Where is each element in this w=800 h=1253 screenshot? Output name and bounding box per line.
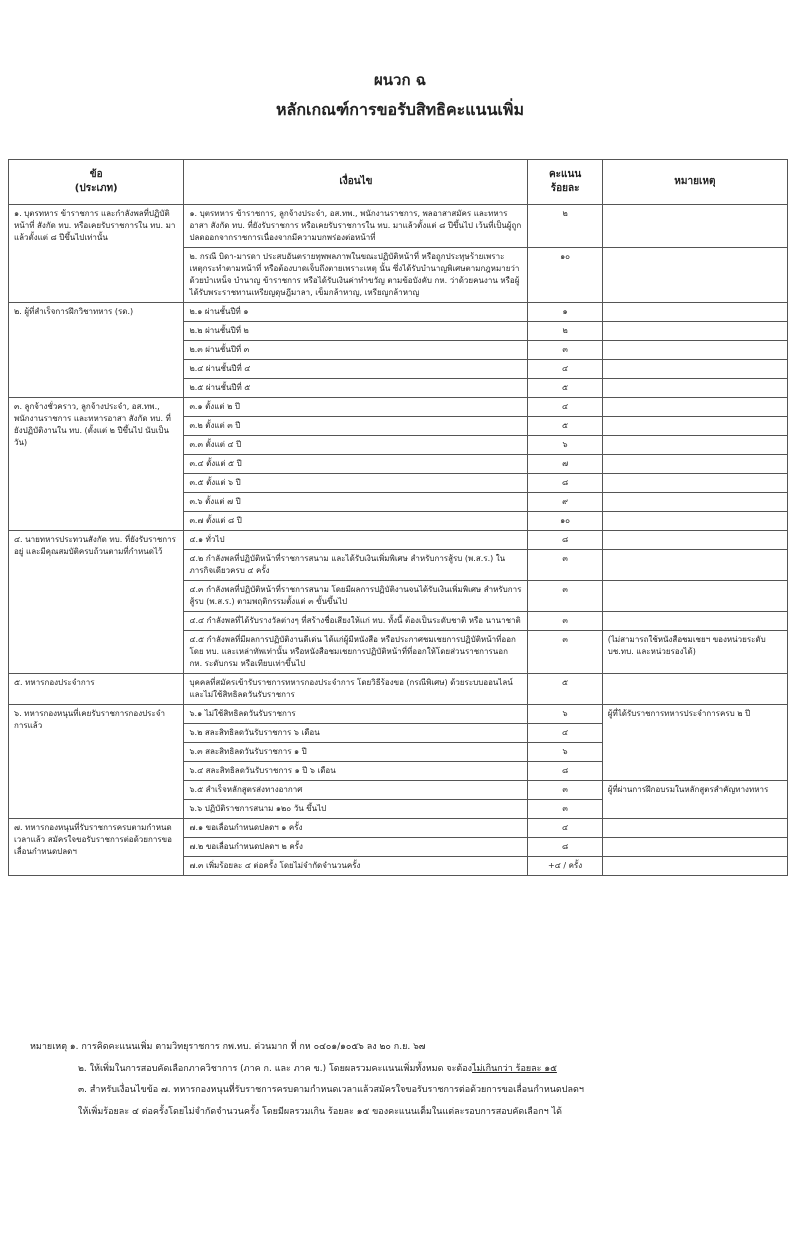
row-points: ๘ [528,531,602,550]
row-points: ๒ [528,322,602,341]
row-category: ๕. ทหารกองประจำการ [9,674,184,705]
row-points: +๔ / ครั้ง [528,857,602,876]
row-condition: ๒.๓ ผ่านชั้นปีที่ ๓ [184,341,528,360]
row-points: ๕ [528,417,602,436]
row-points: ๔ [528,398,602,417]
table-row [9,398,788,417]
row-points: ๓ [528,631,602,674]
row-points: ๖ [528,743,602,762]
row-remark [602,474,787,493]
row-remark: ผู้ที่ผ่านการฝึกอบรมในหลักสูตรสำคัญทางทหาร [602,781,787,819]
row-remark: (ไม่สามารถใช้หนังสือชมเชยฯ ของหน่วยระดับ บช.ทบ. และหน่วยรองได้) [602,631,787,674]
row-condition: ๔.๑ ทั่วไป [184,531,528,550]
table-row [9,205,788,248]
row-points: ๑ [528,303,602,322]
row-remark: ผู้ที่ได้รับราชการทหารประจำการครบ ๒ ปี [602,705,787,781]
table-row [9,303,788,322]
note-1: ๑. การคิดคะแนนเพิ่ม ตามวิทยุราชการ กพ.ทบ. ด่วนมาก ที่ กห ๐๔๐๑/๑๐๕๖ ลง ๒๐ ก.ย. ๖๗ [69,1042,426,1052]
note-2: ๒. ให้เพิ่มในการสอบคัดเลือกภาควิชาการ (ภาค ก. และ ภาค ข.) โดยผลรวมคะแนนเพิ่มทั้งหมด จะต้อง [78,1063,473,1074]
row-remark [602,819,787,838]
row-remark [602,674,787,705]
row-points: ๗ [528,455,602,474]
row-points: ๔ [528,360,602,379]
row-points: ๒ [528,205,602,248]
page-subtitle: หลักเกณฑ์การขอรับสิทธิคะแนนเพิ่ม [275,100,524,119]
row-points: ๓ [528,781,602,800]
row-condition: ๗.๒ ขอเลื่อนกำหนดปลดฯ ๒ ครั้ง [184,838,528,857]
row-condition: ๔.๒ กำลังพลที่ปฏิบัติหน้าที่ราชการสนาม และได้รับเงินเพิ่มพิเศษ สำหรับการสู้รบ (พ.ส.ร.) ในภารกิจเดียวครบ ๔ ครั้ง [184,550,528,581]
row-points: ๔ [528,724,602,743]
header-remark: หมายเหตุ [602,160,787,205]
row-points: ๓ [528,581,602,612]
row-remark [602,303,787,322]
row-condition: ๓.๒ ตั้งแต่ ๓ ปี [184,417,528,436]
row-condition: ๗.๑ ขอเลื่อนกำหนดปลดฯ ๑ ครั้ง [184,819,528,838]
row-remark [602,205,787,248]
row-condition: ๔.๔ กำลังพลที่ได้รับรางวัลต่างๆ ที่สร้างชื่อเสียงให้แก่ ทบ. ทั้งนี้ ต้องเป็นระดับชาติ หรือ นานาชาติ [184,612,528,631]
row-points: ๓ [528,612,602,631]
row-condition: ๒.๕ ผ่านชั้นปีที่ ๕ [184,379,528,398]
row-condition: ๓.๓ ตั้งแต่ ๔ ปี [184,436,528,455]
table-row [9,705,788,724]
note-2-emphasis: ไม่เกินกว่า ร้อยละ ๑๕ [472,1063,557,1074]
row-points: ๘ [528,838,602,857]
row-condition: บุคคลที่สมัครเข้ารับราชการทหารกองประจำการ โดยวิธีร้องขอ (กรณีพิเศษ) ด้วยระบบออนไลน์ และไม่ใช้สิทธิลดวันรับราชการ [184,674,528,705]
note-3: ๓. สำหรับเงื่อนไขข้อ ๗. ทหารกองหนุนที่รับราชการครบตามกำหนดเวลาแล้วสมัครใจขอรับราชการต่อด้วยการขอเลื่อนกำหนดปลดฯ [78,1085,584,1096]
note-3-cont: ให้เพิ่มร้อยละ ๔ ต่อครั้งโดยไม่จำกัดจำนวนครั้ง โดยมีผลรวมเกิน ร้อยละ ๑๕ ของคะแนนเต็มในแต่ละรอบการสอบคัดเลือกฯ ได้ [78,1106,562,1117]
row-condition: ๒.๔ ผ่านชั้นปีที่ ๔ [184,360,528,379]
row-remark [602,857,787,876]
row-category: ๔. นายทหารประทวนสังกัด ทบ. ที่ยังรับราชการอยู่ และมีคุณสมบัติครบถ้วนตามที่กำหนดไว้ [9,531,184,674]
row-remark [602,581,787,612]
row-condition: ๔.๕ กำลังพลที่มีผลการปฏิบัติงานดีเด่น ได้แก่ผู้มีหนังสือ หรือประกาศชมเชยการปฏิบัติหน้าที่ออกโดย ทบ. และเหล่าทัพเท่านั้น หรือหนังสือชมเชยการปฏิบัติหน้าที่ที่ออกให้โดยส่วนราชการนอก กห. ระดับกรม หรือเทียบเท่าขึ้นไป [184,631,528,674]
row-remark [602,417,787,436]
table-header-row [9,160,788,205]
row-condition: ๖.๖ ปฏิบัติราชการสนาม ๑๒๐ วัน ขึ้นไป [184,800,528,819]
row-condition: ๔.๓ กำลังพลที่ปฏิบัติหน้าที่ราชการสนาม โดยมีผลการปฏิบัติงานจนได้รับเงินเพิ่มพิเศษ สำหรับการสู้รบ (พ.ส.ร.) ตามพฤติกรรมตั้งแต่ ๓ ขั้นขึ้นไป [184,581,528,612]
row-category: ๒. ผู้ที่สำเร็จการฝึกวิชาทหาร (รด.) [9,303,184,398]
footnotes [30,1037,780,1123]
row-condition: ๓.๖ ตั้งแต่ ๗ ปี [184,493,528,512]
table-row [9,531,788,550]
row-condition: ๖.๔ สละสิทธิลดวันรับราชการ ๑ ปี ๖ เดือน [184,762,528,781]
row-condition: ๗.๓ เพิ่มร้อยละ ๔ ต่อครั้ง โดยไม่จำกัดจำนวนครั้ง [184,857,528,876]
row-points: ๕ [528,379,602,398]
row-condition: ๖.๑ ไม่ใช้สิทธิลดวันรับราชการ [184,705,528,724]
row-condition: ๖.๒ สละสิทธิลดวันรับราชการ ๖ เดือน [184,724,528,743]
row-points: ๖ [528,705,602,724]
header-points: คะแนน ร้อยละ [528,160,602,205]
row-remark [602,512,787,531]
row-remark [602,455,787,474]
row-category: ๗. ทหารกองหนุนที่รับราชการครบตามกำหนดเวลาแล้ว สมัครใจขอรับราชการต่อด้วยการขอเลื่อนกำหนดปลดฯ [9,819,184,876]
row-remark [602,248,787,303]
row-category: ๑. บุตรทหาร ข้าราชการ และกำลังพลที่ปฏิบัติหน้าที่ สังกัด ทบ. หรือเคยรับราชการใน ทบ. มาแล้วตั้งแต่ ๘ ปีขึ้นไปเท่านั้น [9,205,184,303]
row-remark [602,550,787,581]
row-points: ๓ [528,341,602,360]
row-points: ๓ [528,800,602,819]
row-points: ๖ [528,436,602,455]
header-condition: เงื่อนไข [184,160,528,205]
row-points: ๘ [528,474,602,493]
row-remark [602,379,787,398]
row-points: ๕ [528,674,602,705]
row-points: ๔ [528,819,602,838]
row-condition: ๒.๒ ผ่านชั้นปีที่ ๒ [184,322,528,341]
row-points: ๓ [528,550,602,581]
row-remark [602,493,787,512]
row-remark [602,612,787,631]
header-category: ข้อ (ประเภท) [9,160,184,205]
row-condition: ๓.๑ ตั้งแต่ ๒ ปี [184,398,528,417]
row-remark [602,838,787,857]
table-row [9,819,788,838]
row-condition: ๓.๗ ตั้งแต่ ๘ ปี [184,512,528,531]
row-condition: ๓.๔ ตั้งแต่ ๕ ปี [184,455,528,474]
notes-label: หมายเหตุ [30,1042,68,1052]
row-remark [602,531,787,550]
row-points: ๙ [528,493,602,512]
row-category: ๓. ลูกจ้างชั่วคราว, ลูกจ้างประจำ, อส.ทพ., พนักงานราชการ และทหารอาสา สังกัด ทบ. ที่ยังปฏิบัติงานใน ทบ. (ตั้งแต่ ๒ ปีขึ้นไป นับเป็นวัน) [9,398,184,531]
row-remark [602,360,787,379]
row-category: ๖. ทหารกองหนุนที่เคยรับราชการกองประจำการแล้ว [9,705,184,819]
row-remark [602,398,787,417]
row-condition: ๒. กรณี บิดา-มารดา ประสบอันตรายทุพพลภาพในขณะปฏิบัติหน้าที่ หรือถูกประทุษร้ายเพราะเหตุกระทำตามหน้าที่ หรือต้องบาดเจ็บถึงตายเพราะเหตุ นั้น ซึ่งได้รับบำนาญพิเศษตามกฎหมายว่าด้วยบำเหน็จ บำนาญ ข้าราชการ หรือได้รับเงินค่าทำขวัญ ตามข้อบังคับ กห. ว่าด้วยคนงาน หรือผู้ได้รับพระราชทานเหรียญดุษฎีมาลา, เข็มกล้าหาญ, เหรียญกล้าหาญ [184,248,528,303]
row-points: ๑๐ [528,248,602,303]
row-remark [602,322,787,341]
row-points: ๑๐ [528,512,602,531]
table-row [9,674,788,705]
row-condition: ๖.๓ สละสิทธิลดวันรับราชการ ๑ ปี [184,743,528,762]
page-title: ผนวก ฉ [374,71,426,89]
row-remark [602,341,787,360]
row-condition: ๒.๑ ผ่านชั้นปีที่ ๑ [184,303,528,322]
row-condition: ๖.๕ สำเร็จหลักสูตรส่งทางอากาศ [184,781,528,800]
row-points: ๘ [528,762,602,781]
row-condition: ๓.๕ ตั้งแต่ ๖ ปี [184,474,528,493]
row-condition: ๑. บุตรทหาร ข้าราชการ, ลูกจ้างประจำ, อส.ทพ., พนักงานราชการ, พลอาสาสมัคร และทหารอาสา สังกัด ทบ. ที่ยังรับราชการ หรือเคยรับราชการใน ทบ. มาแล้วตั้งแต่ ๘ ปีขึ้นไป เว้นที่เป็นผู้ถูกปลดออกจากราชการเนื่องจากมีความบกพร่องต่อหน้าที่ [184,205,528,248]
criteria-table [8,159,788,876]
row-remark [602,436,787,455]
